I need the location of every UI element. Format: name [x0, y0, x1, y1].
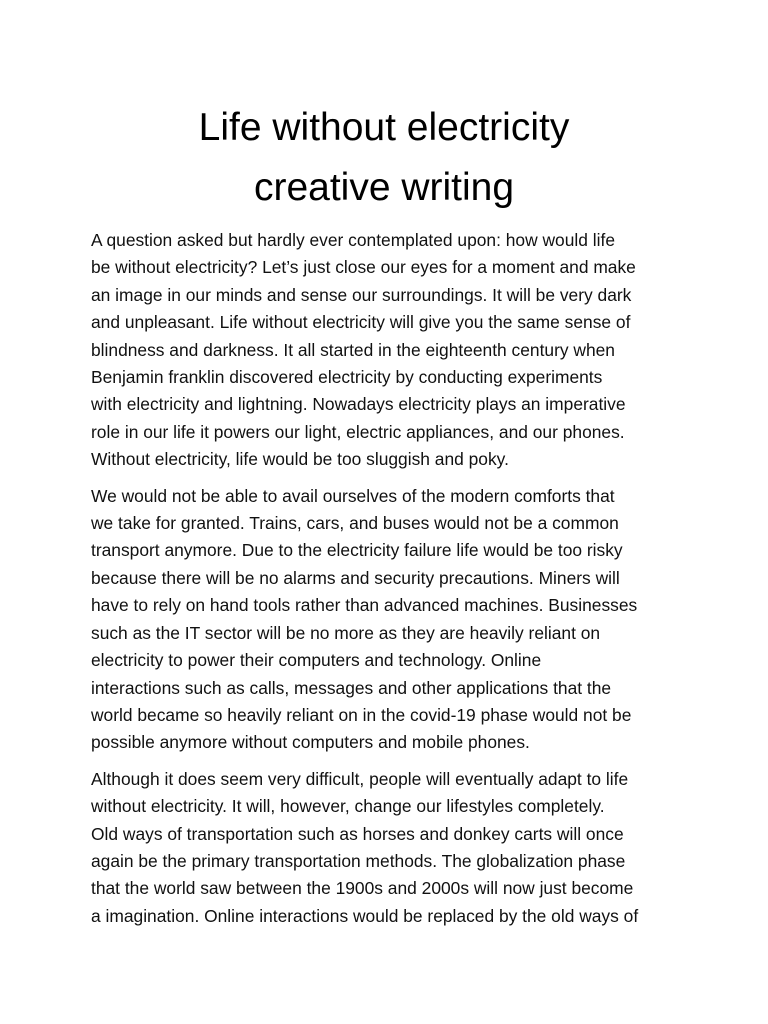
text-line: We would not be able to avail ourselves of the modern comforts that: [91, 485, 615, 506]
text-line: such as the IT sector will be no more as they are heavily reliant on: [91, 622, 601, 643]
text-line: Benjamin franklin discovered electricity by conducting experiments: [91, 367, 603, 388]
document-title: [0, 98, 768, 218]
text-line: Without electricity, life would be too sluggish and poky.: [91, 449, 509, 470]
text-line: Although it does seem very difficult, people will eventually adapt to life: [91, 768, 629, 789]
text-line: blindness and darkness. It all started in the eighteenth century when: [91, 339, 615, 360]
text-line: role in our life it powers our light, electric appliances, and our phones.: [91, 421, 625, 442]
title-line: creative writing: [253, 166, 515, 209]
text-line: we take for granted. Trains, cars, and buses would not be a common: [91, 513, 619, 534]
text-line: because there will be no alarms and security precautions. Miners will: [91, 567, 620, 588]
paragraph-3: [91, 766, 681, 930]
text-line: without electricity. It will, however, change our lifestyles completely.: [91, 796, 605, 817]
text-line: Old ways of transportation such as horses and donkey carts will once: [91, 823, 624, 844]
text-line: transport anymore. Due to the electricity failure life would be too risky: [91, 540, 623, 561]
text-line: an image in our minds and sense our surroundings. It will be very dark: [91, 284, 632, 305]
text-line: a imagination. Online interactions would be replaced by the old ways of: [91, 905, 639, 926]
document-body: [91, 227, 681, 939]
title-line: Life without electricity: [198, 106, 570, 149]
text-line: have to rely on hand tools rather than advanced machines. Businesses: [91, 595, 638, 616]
text-line: be without electricity? Let’s just close our eyes for a moment and make: [91, 257, 636, 278]
paragraph-1: [91, 227, 681, 474]
text-line: and unpleasant. Life without electricity will give you the same sense of: [91, 312, 631, 333]
text-line: interactions such as calls, messages and other applications that the: [91, 677, 612, 698]
text-line: again be the primary transportation methods. The globalization phase: [91, 850, 626, 871]
text-line: A question asked but hardly ever contemplated upon: how would life: [91, 230, 615, 250]
text-line: with electricity and lightning. Nowadays electricity plays an imperative: [91, 394, 626, 415]
paragraph-2: [91, 483, 681, 757]
text-line: world became so heavily reliant on in the covid-19 phase would not be: [91, 704, 632, 725]
text-line: electricity to power their computers and technology. Online: [91, 650, 542, 671]
text-line: possible anymore without computers and mobile phones.: [91, 732, 530, 753]
text-line: that the world saw between the 1900s and 2000s will now just become: [91, 878, 634, 899]
